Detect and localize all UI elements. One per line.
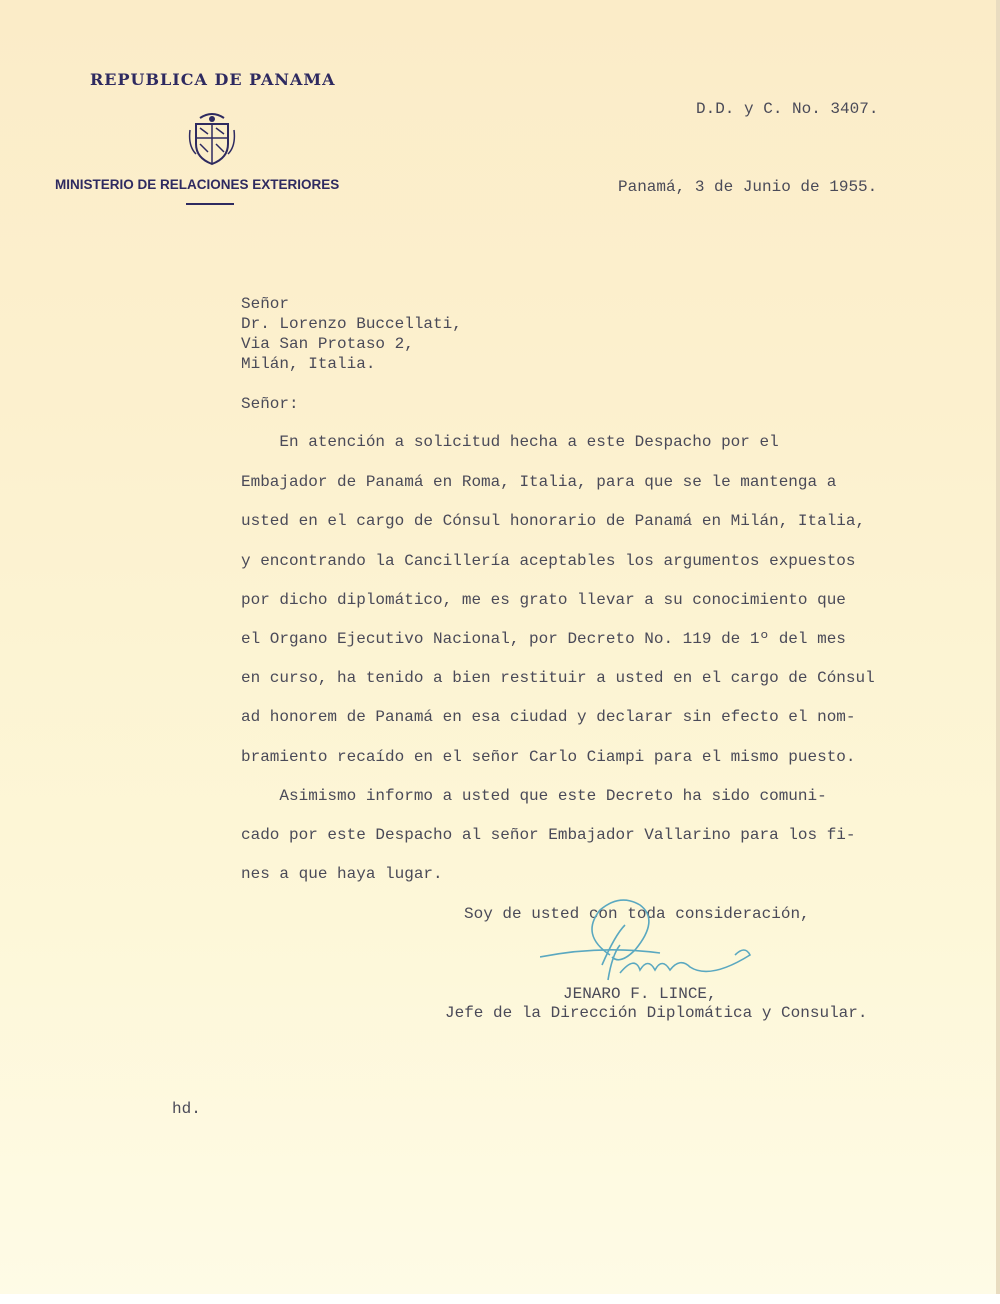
letterhead-ministry: MINISTERIO DE RELACIONES EXTERIORES <box>55 177 340 192</box>
body-line: bramiento recaído en el señor Carlo Ciampi para el mismo puesto. <box>241 748 856 766</box>
recipient-line: Via San Protaso 2, <box>241 335 414 353</box>
signature-icon <box>540 895 760 985</box>
body-line: nes a que haya lugar. <box>241 865 443 883</box>
typist-initials: hd. <box>172 1100 201 1118</box>
body-line: en curso, ha tenido a bien restituir a usted en el cargo de Cónsul <box>241 669 875 687</box>
body-line: Embajador de Panamá en Roma, Italia, para que se le mantenga a <box>241 473 837 491</box>
body-line: Asimismo informo a usted que este Decreto ha sido comuni- <box>241 787 827 805</box>
letterhead-rule <box>186 203 234 205</box>
signer-title: Jefe de la Dirección Diplomática y Consular. <box>445 1004 868 1022</box>
scan-bottom-margin <box>0 1294 1000 1304</box>
recipient-line: Milán, Italia. <box>241 355 376 373</box>
coat-of-arms-icon <box>188 110 236 166</box>
body-line: y encontrando la Cancillería aceptables los argumentos expuestos <box>241 552 856 570</box>
body-line: el Organo Ejecutivo Nacional, por Decreto No. 119 de 1º del mes <box>241 630 846 648</box>
body-line: cado por este Despacho al señor Embajador Vallarino para los fi- <box>241 826 856 844</box>
scan-edge <box>996 0 1000 1304</box>
body-line: En atención a solicitud hecha a este Despacho por el <box>241 433 779 451</box>
body-line: por dicho diplomático, me es grato llevar a su conocimiento que <box>241 591 846 609</box>
reference-number: D.D. y C. No. 3407. <box>696 100 879 118</box>
body-line: ad honorem de Panamá en esa ciudad y declarar sin efecto el nom- <box>241 708 856 726</box>
body-line: usted en el cargo de Cónsul honorario de Panamá en Milán, Italia, <box>241 512 866 530</box>
recipient-line: Dr. Lorenzo Buccellati, <box>241 315 462 333</box>
signer-name: JENARO F. LINCE, <box>563 985 717 1003</box>
letter-date: Panamá, 3 de Junio de 1955. <box>618 178 878 196</box>
closing: Soy de usted con toda consideración, <box>464 905 810 923</box>
salutation: Señor: <box>241 395 299 413</box>
recipient-line: Señor <box>241 295 290 313</box>
letterhead-country: REPUBLICA DE PANAMA <box>90 70 336 89</box>
